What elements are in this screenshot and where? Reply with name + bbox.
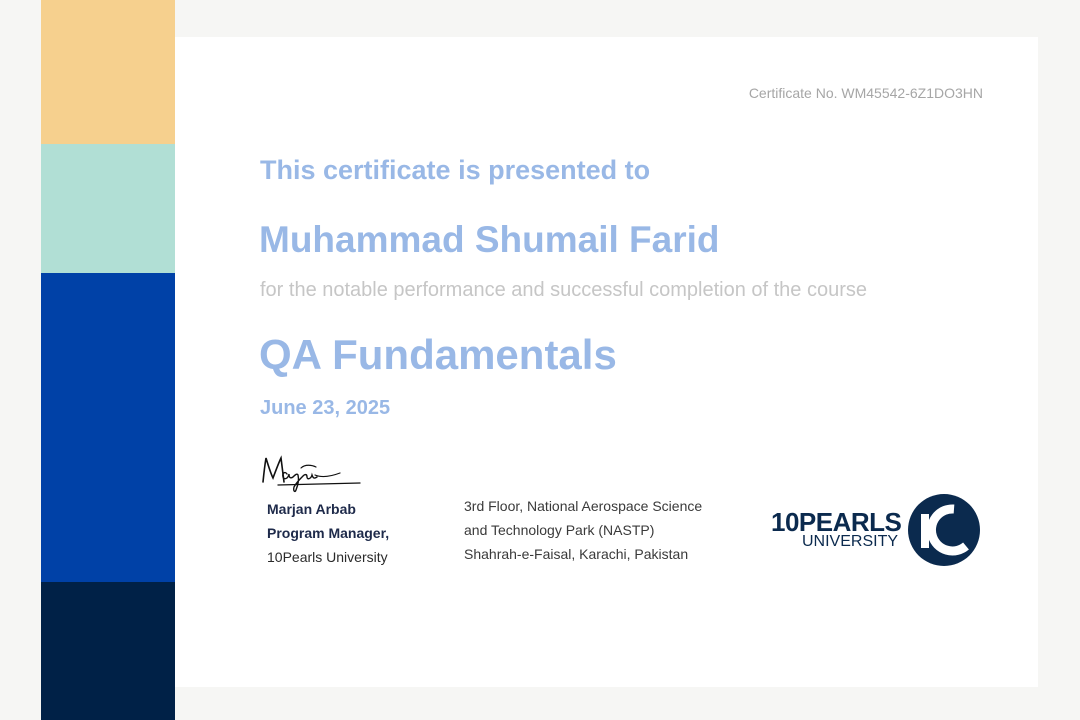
logo-wordmark-line-2: UNIVERSITY: [802, 533, 899, 550]
certificate-number: Certificate No. WM45542-6Z1DO3HN: [748, 85, 983, 101]
stripe-blue: [41, 273, 175, 582]
signatory-name: Marjan Arbab: [267, 501, 356, 517]
signatory-organization: 10Pearls University: [267, 549, 388, 565]
address-line-3: Shahrah-e-Faisal, Karachi, Pakistan: [464, 546, 689, 562]
signatory-block: [267, 497, 389, 569]
stripe-mint: [41, 144, 175, 273]
organization-address: [464, 494, 702, 566]
stripe-sand: [41, 0, 175, 144]
signature-icon: [260, 452, 364, 496]
recipient-name: Muhammad Shumail Farid: [259, 219, 720, 260]
address-line-1: 3rd Floor, National Aerospace Science: [464, 498, 703, 514]
10-monogram-icon: [908, 494, 980, 566]
presented-to-heading: This certificate is presented to: [260, 155, 651, 185]
course-title: QA Fundamentals: [259, 331, 617, 378]
certificate-card: [175, 37, 1038, 687]
10pearls-university-logo: [771, 492, 981, 568]
stripe-navy: [41, 582, 175, 720]
logo-wordmark-line-1: 10PEARLS: [771, 507, 902, 537]
signatory-title: Program Manager,: [267, 525, 390, 541]
address-line-2: and Technology Park (NASTP): [464, 522, 655, 538]
completion-date: June 23, 2025: [260, 397, 391, 419]
decorative-color-stripes: [41, 0, 175, 720]
completion-statement: for the notable performance and successful completion of the course: [260, 279, 868, 301]
